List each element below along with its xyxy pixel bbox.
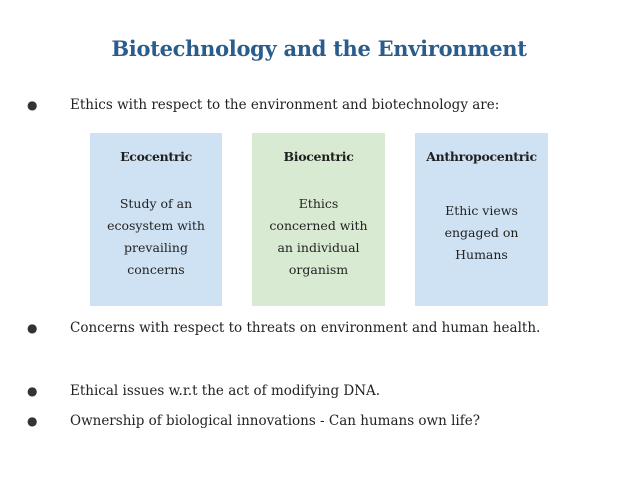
bullet-dot: ●: [27, 321, 38, 335]
card-line: Ethics: [298, 196, 339, 211]
card-biocentric: [252, 133, 385, 306]
card-line: prevailing: [124, 240, 188, 255]
card-line: Study of an: [119, 196, 193, 211]
bullet-item: [27, 408, 607, 434]
bullet-text: Ownership of biological innovations - Can humans own life?: [70, 413, 480, 429]
bullet-dot: ●: [27, 384, 38, 398]
card-line: concerns: [127, 262, 185, 277]
card-line: Humans: [455, 247, 508, 262]
card-title: Ecocentric: [120, 149, 192, 164]
card-line: concerned with: [269, 218, 368, 233]
slide-title: Biotechnology and the Environment: [111, 36, 527, 61]
card-body: [258, 193, 379, 281]
card-line: Ethic views: [445, 203, 518, 218]
card-ecocentric: [90, 133, 222, 306]
card-line: organism: [288, 262, 349, 277]
card-title: Biocentric: [283, 149, 354, 164]
card-body: [96, 193, 216, 281]
bullet-item: [27, 92, 607, 118]
bullet-item: [27, 315, 602, 341]
card-line: an individual: [277, 240, 360, 255]
bullet-dot: ●: [27, 98, 38, 112]
card-line: engaged on: [444, 225, 519, 240]
bullet-text: Ethics with respect to the environment and biotechnology are:: [70, 97, 500, 113]
card-line: ecosystem with: [107, 218, 205, 233]
card-anthropocentric: [415, 133, 548, 306]
bullet-text: Concerns with respect to threats on environment and human health.: [70, 320, 541, 336]
card-body: [421, 200, 542, 266]
card-title: Anthropocentric: [426, 149, 537, 164]
bullet-dot: ●: [27, 414, 38, 428]
bullet-item: [27, 378, 607, 404]
bullet-text: Ethical issues w.r.t the act of modifying DNA.: [70, 383, 381, 399]
